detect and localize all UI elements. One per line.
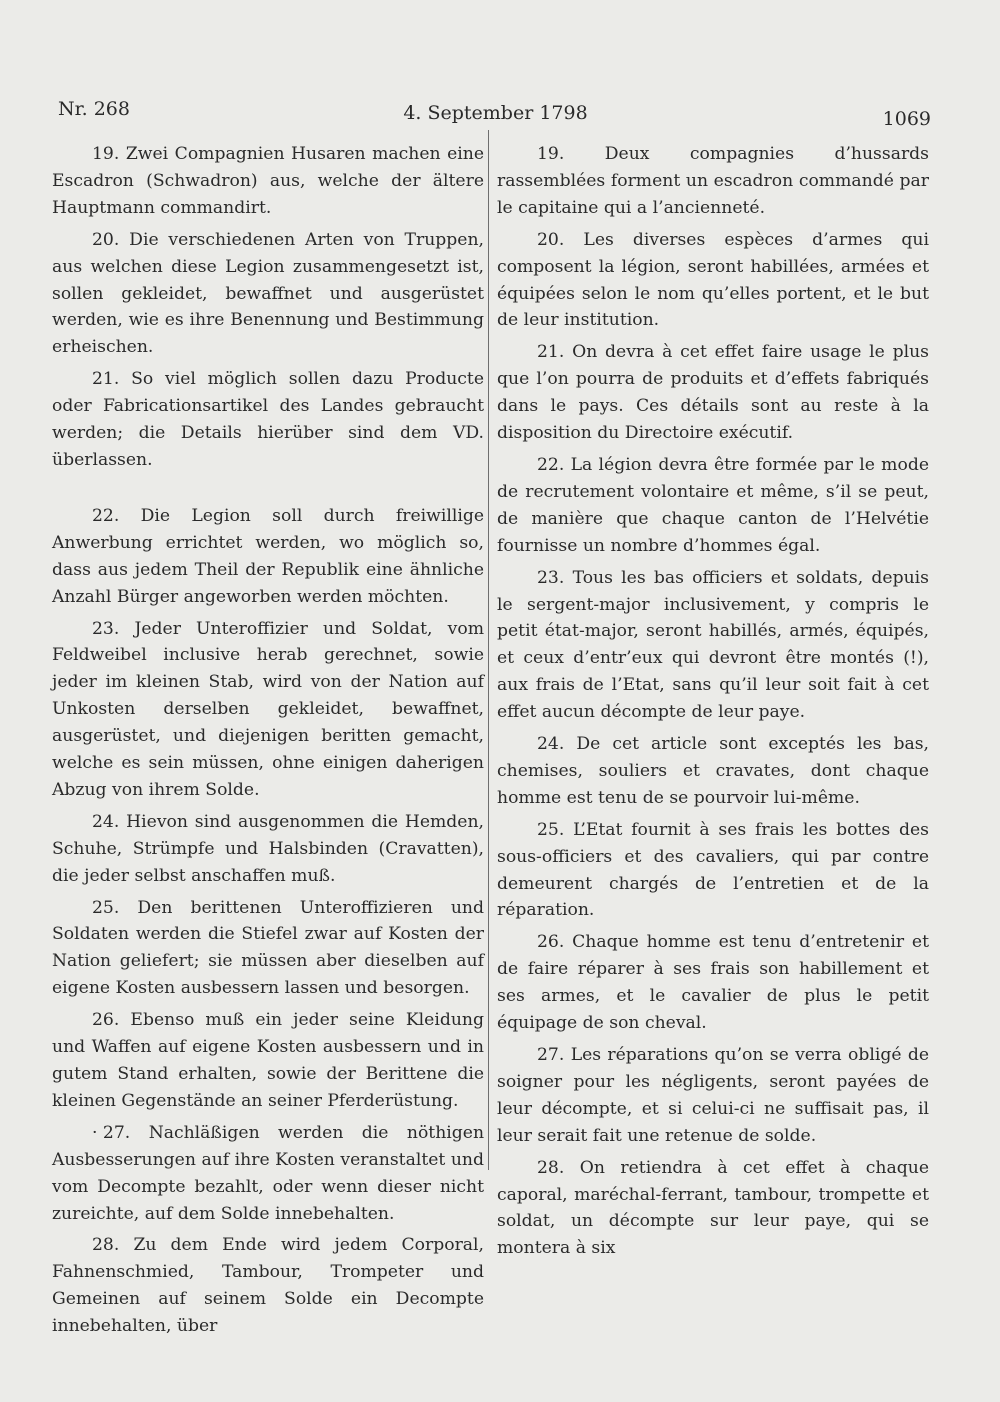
article-number: 25. xyxy=(92,897,120,918)
article-number: 26. xyxy=(537,932,565,953)
article-fr-25 xyxy=(497,817,929,925)
article-number: 19. xyxy=(537,144,565,164)
article-text: Deux compagnies d’hussards rassemblées forment un escadron commandé par le capitaine qui a l’ancienneté. xyxy=(497,144,929,218)
article-number: 25. xyxy=(537,819,565,840)
article-number: 21. xyxy=(92,369,120,390)
article-fr-22 xyxy=(497,452,929,560)
article-number: 27. xyxy=(537,1045,565,1065)
document-number: Nr. 268 xyxy=(58,98,130,120)
article-text: Zwei Compagnien Husaren machen eine Escadron (Schwadron) aus, welche der ältere Hauptmann commandirt. xyxy=(52,144,484,218)
article-text: So viel möglich sollen dazu Producte oder Fabricationsartikel des Landes gebraucht werden; die Details hierüber sind dem VD. überlassen. xyxy=(52,369,484,470)
article-fr-23 xyxy=(497,565,929,726)
article-text: L’Etat fournit à ses frais les bottes des sous-officiers et des cavaliers, qui par contre demeurent chargés de l’entretien et de la réparation. xyxy=(497,819,929,921)
article-de-27 xyxy=(52,1120,484,1228)
article-number: 20. xyxy=(92,229,120,250)
article-number: 22. xyxy=(537,454,565,475)
article-de-21 xyxy=(52,366,484,474)
article-fr-19 xyxy=(497,141,929,222)
column-divider xyxy=(488,130,489,1170)
article-number: 20. xyxy=(537,229,565,250)
article-de-23 xyxy=(52,616,484,804)
article-text: Den berittenen Unteroffizieren und Soldaten werden die Stiefel zwar auf Kosten der Nation geliefert; sie müssen aber dieselben auf eigene Kosten ausbessern lassen und besorgen. xyxy=(52,897,484,999)
article-fr-20 xyxy=(497,227,929,335)
article-text: Les diverses espèces d’armes qui composent la légion, seront habillées, armées et équipées selon le nom qu’elles portent, et le but de leur institution. xyxy=(497,229,929,331)
page-number: 1069 xyxy=(882,108,931,130)
article-number: 19. xyxy=(92,144,120,164)
article-de-19 xyxy=(52,141,484,222)
article-text: Chaque homme est tenu d’entretenir et de faire réparer à ses frais son habillement et ses armes, et le cavalier de plus le petit équipage de son cheval. xyxy=(497,932,929,1034)
article-text: Les réparations qu’on se verra obligé de soigner pour les négligents, seront payées de leur décompte, et si celui-ci ne suffisait pas, il leur serait fait une retenue de solde. xyxy=(497,1045,930,1146)
article-fr-21 xyxy=(497,339,929,447)
article-number: 22. xyxy=(92,505,120,526)
french-column xyxy=(497,141,929,1267)
article-de-22 xyxy=(52,503,484,611)
article-de-28 xyxy=(52,1232,484,1340)
article-number: 24. xyxy=(92,811,120,832)
article-number: 26. xyxy=(92,1010,120,1031)
article-number: 28. xyxy=(92,1235,120,1256)
article-text: On retiendra à cet effet à chaque caporal, maréchal-ferrant, tambour, trompette et soldat, un décompte sur leur paye, qui se montera à six xyxy=(497,1157,929,1259)
article-text: Hievon sind ausgenommen die Hemden, Schuhe, Strümpfe und Halsbinden (Cravatten), die jeder selbst anschaffen muß. xyxy=(52,811,484,886)
document-date: 4. September 1798 xyxy=(403,102,588,124)
page-header xyxy=(58,96,933,128)
article-de-24 xyxy=(52,809,484,890)
article-text: De cet article sont exceptés les bas, chemises, souliers et cravates, dont chaque homme est tenu de se pourvoir lui-même. xyxy=(497,734,929,808)
article-number: 21. xyxy=(537,342,565,363)
article-number: 23. xyxy=(92,618,120,639)
article-fr-24 xyxy=(497,731,929,812)
article-text: On devra à cet effet faire usage le plus que l’on pourra de produits et d’effets fabriqués dans le pays. Ces détails sont au reste à la disposition du Directoire exécutif. xyxy=(497,342,929,444)
article-text: Zu dem Ende wird jedem Corporal, Fahnenschmied, Tambour, Trompeter und Gemeinen auf seinem Solde ein Decompte innebehalten, über xyxy=(52,1235,485,1337)
article-de-25 xyxy=(52,895,484,1003)
article-text: La légion devra être formée par le mode de recrutement volontaire et même, s’il se peut, de manière que chaque canton de l’Helvétie fournisse un nombre d’hommes égal. xyxy=(497,454,929,556)
article-number: 24. xyxy=(537,734,565,755)
german-column xyxy=(52,141,484,1345)
article-number: 28. xyxy=(537,1157,565,1178)
article-number: · 27. xyxy=(92,1122,131,1143)
article-text: Ebenso muß ein jeder seine Kleidung und Waffen auf eigene Kosten ausbessern und in gutem Stand erhalten, sowie der Berittene die kleinen Gegenstände an seiner Pferderüstung. xyxy=(52,1010,484,1111)
article-number: 23. xyxy=(537,567,565,588)
article-fr-26 xyxy=(497,929,929,1037)
article-text: Tous les bas officiers et soldats, depuis le sergent-major inclusivement, y compris le petit état-major, seront habillés, armés, équipés, et ceux d’entr’eux qui devront être montés (!), aux frais de l’Etat, sans qu’il leur soit fait à cet effet aucun décompte de leur paye. xyxy=(497,567,929,723)
article-fr-27 xyxy=(497,1042,929,1150)
article-de-20 xyxy=(52,227,484,362)
article-fr-28 xyxy=(497,1155,929,1263)
article-text: Die Legion soll durch freiwillige Anwerbung errichtet werden, wo möglich so, dass aus jedem Theil der Republik eine ähnliche Anzahl Bürger angeworben werden möchten. xyxy=(52,505,484,607)
article-de-26 xyxy=(52,1007,484,1115)
article-text: Nachläßigen werden die nöthigen Ausbesserungen auf ihre Kosten veranstaltet und vom Decompte bezahlt, oder wenn dieser nicht zureichte, auf dem Solde innebehalten. xyxy=(52,1122,485,1224)
article-text: Jeder Unteroffizier und Soldat, vom Feldweibel inclusive herab gerechnet, sowie jeder im kleinen Stab, wird von der Nation auf Unkosten derselben gekleidet, bewaffnet, ausgerüstet, und diejenigen beritten gemacht, welche es sein müssen, ohne einigen daherigen Abzug von ihrem Solde. xyxy=(52,618,484,800)
article-text: Die verschiedenen Arten von Truppen, aus welchen diese Legion zusammengesetzt ist, sollen gekleidet, bewaffnet und ausgerüstet werden, wie es ihre Benennung und Bestimmung erheischen. xyxy=(52,229,485,358)
